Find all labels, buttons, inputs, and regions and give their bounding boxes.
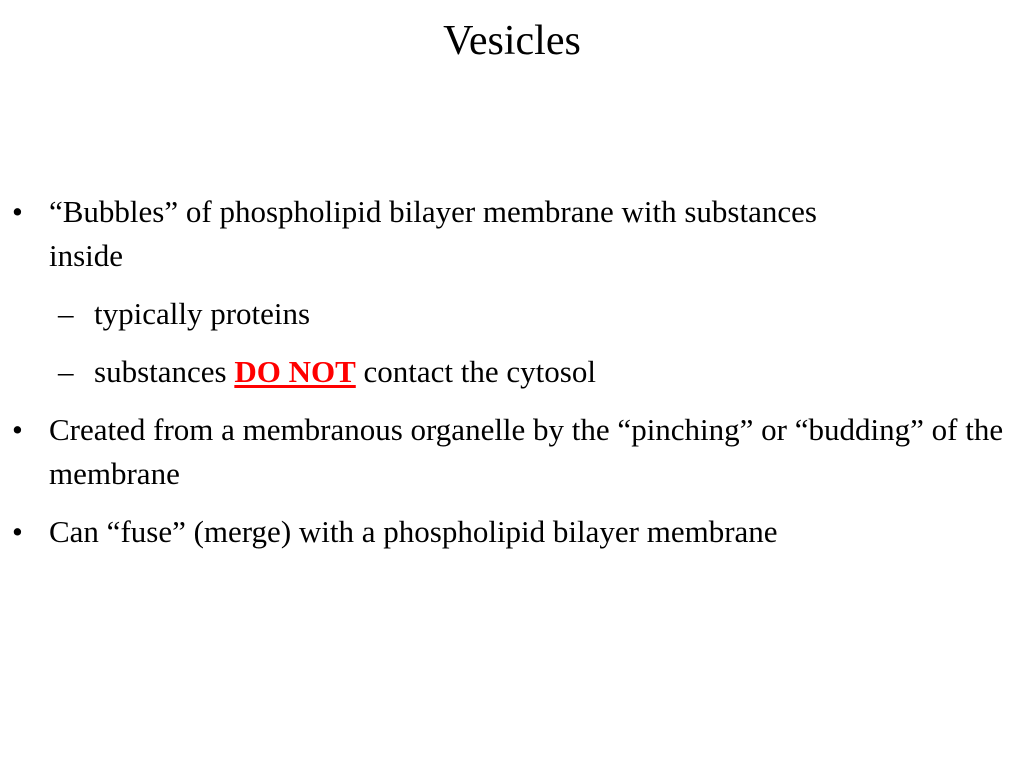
sub-bullet-text-before: substances <box>94 354 227 389</box>
bullet-marker: • <box>12 514 23 549</box>
dash-marker: – <box>58 354 74 389</box>
emphasis-text: DO NOT <box>234 354 356 389</box>
bullet-list <box>0 190 1024 568</box>
dash-marker: – <box>58 296 74 331</box>
bullet-item-created <box>0 408 1024 496</box>
bullet-marker: • <box>12 412 23 447</box>
slide-title: Vesicles <box>443 18 581 64</box>
sub-bullet-item-proteins <box>0 292 1024 336</box>
bullet-text: Created from a membranous organelle by the “pinching” or “budding” of the membrane <box>49 412 1004 491</box>
sub-bullet-text-after: contact the cytosol <box>363 354 596 389</box>
bullet-marker: • <box>12 194 23 229</box>
bullet-text: Can “fuse” (merge) with a phospholipid bilayer membrane <box>49 514 778 549</box>
bullet-item-bubbles <box>0 190 1024 278</box>
sub-bullet-item-cytosol <box>0 350 1024 394</box>
bullet-item-fuse <box>0 510 1024 554</box>
sub-bullet-text: typically proteins <box>94 296 311 331</box>
bullet-text: “Bubbles” of phospholipid bilayer membrane with substances inside <box>49 194 817 273</box>
